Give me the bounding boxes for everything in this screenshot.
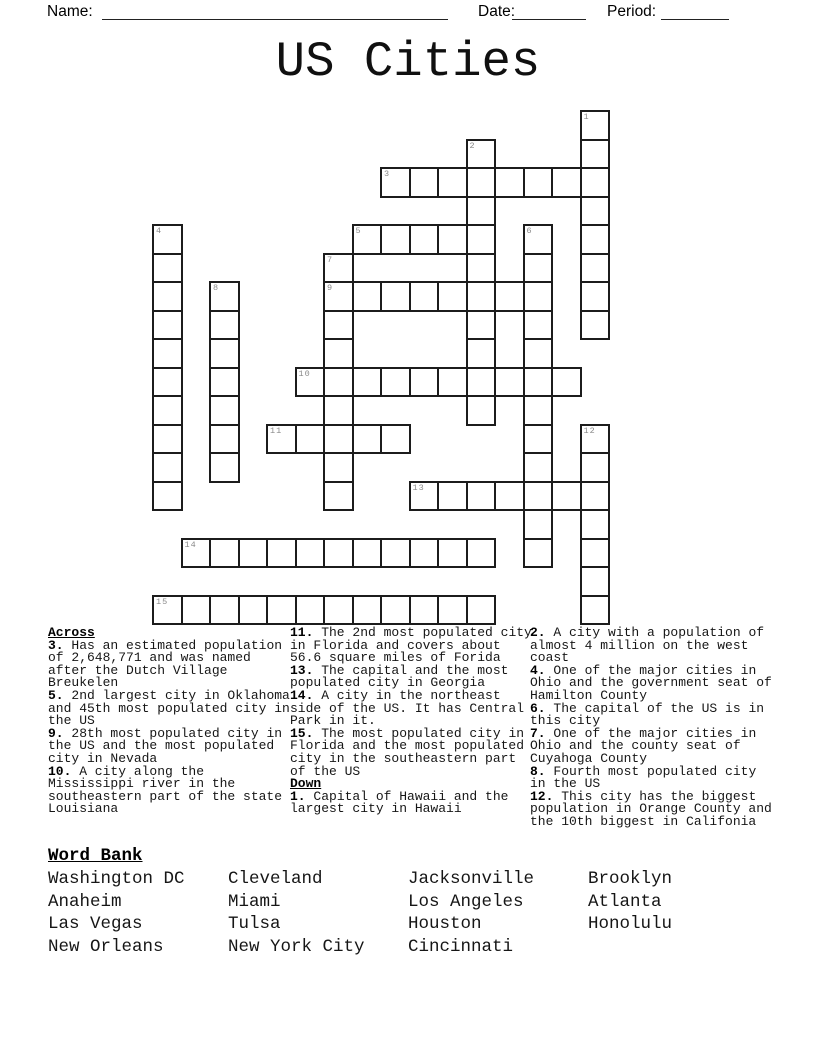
- word-bank-word: Cleveland: [228, 869, 323, 889]
- grid-cell[interactable]: [323, 452, 354, 483]
- grid-cell[interactable]: [209, 424, 240, 455]
- grid-cell[interactable]: [209, 338, 240, 369]
- grid-cell[interactable]: [466, 253, 497, 284]
- grid-cell[interactable]: [580, 310, 611, 341]
- period-blank-line: [661, 4, 729, 20]
- grid-cell[interactable]: [380, 595, 411, 626]
- grid-cell[interactable]: [209, 395, 240, 426]
- grid-cell[interactable]: [380, 281, 411, 312]
- clue-number: 11.: [290, 625, 314, 640]
- grid-cell[interactable]: [437, 224, 468, 255]
- grid-cell[interactable]: [152, 253, 183, 284]
- name-label: Name:: [47, 3, 93, 20]
- grid-cell[interactable]: [466, 139, 497, 170]
- grid-cell[interactable]: [181, 595, 212, 626]
- grid-cell[interactable]: [209, 310, 240, 341]
- cell-number: 3: [384, 169, 391, 179]
- grid-cell[interactable]: [323, 538, 354, 569]
- grid-cell[interactable]: [409, 224, 440, 255]
- word-bank-word: Honolulu: [588, 914, 673, 934]
- grid-cell[interactable]: [380, 167, 411, 198]
- grid-cell[interactable]: [466, 367, 497, 398]
- cell-number: 10: [298, 368, 311, 379]
- word-bank-word: Jacksonville: [408, 869, 535, 889]
- grid-cell[interactable]: [466, 538, 497, 569]
- clue-number: 6.: [530, 700, 546, 716]
- cell-number: 7: [327, 254, 334, 265]
- word-bank-word: New York City: [228, 936, 365, 957]
- grid-cell[interactable]: [323, 481, 354, 512]
- clue-9-across: 9. 28th most populated city in the US and the most populated city in Nevada: [48, 725, 283, 766]
- grid-cell[interactable]: [323, 395, 354, 426]
- cell-number: 12: [583, 425, 596, 436]
- grid-cell[interactable]: [580, 110, 611, 141]
- word-bank-word: Houston: [408, 914, 482, 934]
- clue-8-down: 8. Fourth most populated city in the US: [530, 763, 757, 792]
- grid-cell[interactable]: [523, 395, 554, 426]
- grid-cell[interactable]: [580, 509, 611, 540]
- name-blank-line: [102, 4, 448, 20]
- grid-cell[interactable]: [580, 424, 611, 455]
- grid-cell[interactable]: [523, 310, 554, 341]
- grid-cell[interactable]: [409, 367, 440, 398]
- grid-cell[interactable]: [152, 452, 183, 483]
- grid-cell[interactable]: [352, 424, 383, 455]
- grid-cell[interactable]: [209, 595, 240, 626]
- word-bank-word: New Orleans: [48, 936, 164, 957]
- grid-cell[interactable]: [523, 538, 554, 569]
- grid-cell[interactable]: [295, 595, 326, 626]
- clue-4-down: 4. One of the major cities in Ohio and the government seat of Hamilton County: [530, 662, 772, 703]
- date-blank-line: [512, 4, 586, 20]
- clue-number: 2.: [530, 625, 546, 640]
- grid-cell[interactable]: [580, 167, 611, 198]
- clue-number: 7.: [530, 725, 546, 741]
- clue-3-across: 3. Has an estimated population of 2,648,771 and was named after the Dutch Village Breukelen: [48, 637, 283, 691]
- clue-7-down: 7. One of the major cities in Ohio and the county seat of Cuyahoga County: [530, 725, 757, 766]
- clue-11-across: 11. The 2nd most populated city in Florida and covers about 56.6 square miles of Forida: [290, 625, 532, 666]
- clue-10-across: 10. A city along the Mississippi river in the southeastern part of the state Louisiana: [48, 763, 283, 817]
- grid-cell[interactable]: [152, 310, 183, 341]
- word-bank-word: Tulsa: [228, 914, 281, 934]
- down-clues-header: Down: [290, 776, 322, 792]
- grid-cell[interactable]: [295, 424, 326, 455]
- grid-cell[interactable]: [466, 196, 497, 227]
- grid-cell[interactable]: [323, 367, 354, 398]
- grid-cell[interactable]: [466, 167, 497, 198]
- grid-cell[interactable]: [466, 595, 497, 626]
- grid-cell[interactable]: [437, 595, 468, 626]
- page-title: US Cities: [275, 34, 541, 90]
- across-clues-header: Across: [48, 625, 95, 640]
- clue-2-down: 2. A city with a population of almost 4 million on the west coast: [530, 625, 765, 666]
- clue-number: 12.: [530, 788, 554, 804]
- clue-number: 8.: [530, 763, 546, 779]
- grid-cell[interactable]: [380, 538, 411, 569]
- grid-cell[interactable]: [409, 281, 440, 312]
- grid-cell[interactable]: [380, 424, 411, 455]
- clue-column-3: [530, 627, 773, 829]
- clue-column-1: [48, 627, 291, 816]
- grid-cell[interactable]: [152, 224, 183, 255]
- grid-cell[interactable]: [323, 424, 354, 455]
- grid-cell[interactable]: [266, 538, 297, 569]
- clue-13-across: 13. The capital and the most populated city in Georgia: [290, 662, 509, 691]
- word-bank-word: Anaheim: [48, 891, 122, 912]
- grid-cell[interactable]: [523, 367, 554, 398]
- grid-cell[interactable]: [295, 538, 326, 569]
- grid-cell[interactable]: [580, 595, 611, 626]
- grid-cell[interactable]: [323, 281, 354, 312]
- grid-cell[interactable]: [580, 481, 611, 512]
- grid-cell[interactable]: [523, 338, 554, 369]
- grid-cell[interactable]: [352, 281, 383, 312]
- grid-cell[interactable]: [580, 139, 611, 170]
- grid-cell[interactable]: [323, 595, 354, 626]
- grid-cell[interactable]: [437, 167, 468, 198]
- clue-number: 9.: [48, 725, 64, 741]
- grid-cell[interactable]: [152, 424, 183, 455]
- grid-cell[interactable]: [437, 367, 468, 398]
- period-label: Period:: [607, 3, 657, 20]
- grid-cell[interactable]: [409, 595, 440, 626]
- grid-cell[interactable]: [181, 538, 212, 569]
- grid-cell[interactable]: [352, 367, 383, 398]
- clue-column-2: [290, 627, 533, 816]
- grid-cell[interactable]: [466, 310, 497, 341]
- grid-cell[interactable]: [152, 338, 183, 369]
- grid-cell[interactable]: [209, 538, 240, 569]
- grid-cell[interactable]: [494, 367, 525, 398]
- grid-cell[interactable]: [523, 509, 554, 540]
- grid-cell[interactable]: [580, 196, 611, 227]
- grid-cell[interactable]: [323, 253, 354, 284]
- grid-cell[interactable]: [580, 538, 611, 569]
- grid-cell[interactable]: [209, 452, 240, 483]
- grid-cell[interactable]: [352, 224, 383, 255]
- grid-cell[interactable]: [466, 338, 497, 369]
- cell-number: 2: [469, 140, 476, 151]
- grid-cell[interactable]: [209, 367, 240, 398]
- grid-cell[interactable]: [437, 481, 468, 512]
- clue-number: 1.: [290, 788, 306, 804]
- word-bank-word: Brooklyn: [588, 869, 673, 889]
- grid-cell[interactable]: [466, 224, 497, 255]
- grid-cell[interactable]: [580, 452, 611, 483]
- cell-number: 8: [213, 283, 220, 293]
- cell-number: 9: [327, 283, 334, 293]
- cell-number: 13: [412, 482, 425, 493]
- grid-cell[interactable]: [523, 281, 554, 312]
- grid-cell[interactable]: [238, 595, 269, 626]
- grid-cell[interactable]: [323, 310, 354, 341]
- grid-cell[interactable]: [295, 367, 326, 398]
- grid-cell[interactable]: [466, 481, 497, 512]
- grid-cell[interactable]: [580, 281, 611, 312]
- clue-6-down: 6. The capital of the US is in this city: [530, 700, 765, 729]
- grid-cell[interactable]: [152, 395, 183, 426]
- grid-cell[interactable]: [152, 281, 183, 312]
- cell-number: 5: [355, 226, 362, 236]
- word-bank: [48, 846, 788, 966]
- grid-cell[interactable]: [352, 595, 383, 626]
- grid-cell[interactable]: [523, 481, 554, 512]
- date-label: Date:: [478, 3, 516, 20]
- grid-cell[interactable]: [523, 253, 554, 284]
- clue-12-down: 12. This city has the biggest population in Orange County and the 10th biggest in Califonia: [530, 788, 772, 829]
- grid-cell[interactable]: [437, 538, 468, 569]
- grid-cell[interactable]: [494, 167, 525, 198]
- grid-cell[interactable]: [494, 281, 525, 312]
- clue-number: 10.: [48, 763, 72, 779]
- clue-15-across: 15. The most populated city in Florida and the most populated city in the southeastern part of the US: [290, 725, 525, 779]
- grid-cell[interactable]: [266, 595, 297, 626]
- cell-number: 4: [156, 226, 163, 236]
- word-bank-word: Washington DC: [48, 869, 185, 889]
- grid-cell[interactable]: [152, 481, 183, 512]
- clue-14-across: 14. A city in the northeast side of the US. It has Central Park in it.: [290, 687, 525, 729]
- grid-cell[interactable]: [352, 538, 383, 569]
- grid-cell[interactable]: [551, 167, 582, 198]
- grid-cell[interactable]: [266, 424, 297, 455]
- cell-number: 6: [526, 226, 533, 236]
- clue-5-across: 5. 2nd largest city in Oklahoma and 45th most populated city in the US: [48, 687, 290, 729]
- word-bank-header: Word Bank: [48, 846, 143, 866]
- grid-cell[interactable]: [494, 481, 525, 512]
- grid-cell[interactable]: [152, 367, 183, 398]
- grid-cell[interactable]: [152, 595, 183, 626]
- word-bank-word: Atlanta: [588, 891, 662, 912]
- grid-cell[interactable]: [551, 481, 582, 512]
- grid-cell[interactable]: [409, 167, 440, 198]
- grid-cell[interactable]: [523, 167, 554, 198]
- grid-cell[interactable]: [238, 538, 269, 569]
- clue-number: 5.: [48, 687, 64, 703]
- grid-cell[interactable]: [580, 224, 611, 255]
- cell-number: 15: [156, 596, 169, 607]
- grid-cell[interactable]: [466, 281, 497, 312]
- clue-number: 13.: [290, 662, 314, 678]
- grid-cell[interactable]: [523, 452, 554, 483]
- clue-number: 14.: [290, 687, 314, 703]
- clue-1-down: 1. Capital of Hawaii and the largest city in Hawaii: [290, 788, 509, 817]
- grid-cell[interactable]: [580, 566, 611, 597]
- grid-cell[interactable]: [209, 281, 240, 312]
- word-bank-word: Las Vegas: [48, 914, 143, 934]
- clue-number: 4.: [530, 662, 546, 678]
- cell-number: 11: [270, 425, 283, 436]
- clue-number: 15.: [290, 725, 314, 741]
- word-bank-word: Miami: [228, 891, 281, 912]
- grid-cell[interactable]: [437, 281, 468, 312]
- grid-cell[interactable]: [466, 395, 497, 426]
- cell-number: 1: [583, 112, 590, 122]
- grid-cell[interactable]: [380, 367, 411, 398]
- grid-cell[interactable]: [580, 253, 611, 284]
- grid-cell[interactable]: [380, 224, 411, 255]
- grid-cell[interactable]: [409, 481, 440, 512]
- word-bank-word: Los Angeles: [408, 891, 524, 912]
- cell-number: 14: [184, 539, 197, 550]
- grid-cell[interactable]: [409, 538, 440, 569]
- grid-cell[interactable]: [551, 367, 582, 398]
- grid-cell[interactable]: [323, 338, 354, 369]
- grid-cell[interactable]: [523, 224, 554, 255]
- clue-number: 3.: [48, 637, 64, 653]
- word-bank-word: Cincinnati: [408, 936, 514, 957]
- grid-cell[interactable]: [523, 424, 554, 455]
